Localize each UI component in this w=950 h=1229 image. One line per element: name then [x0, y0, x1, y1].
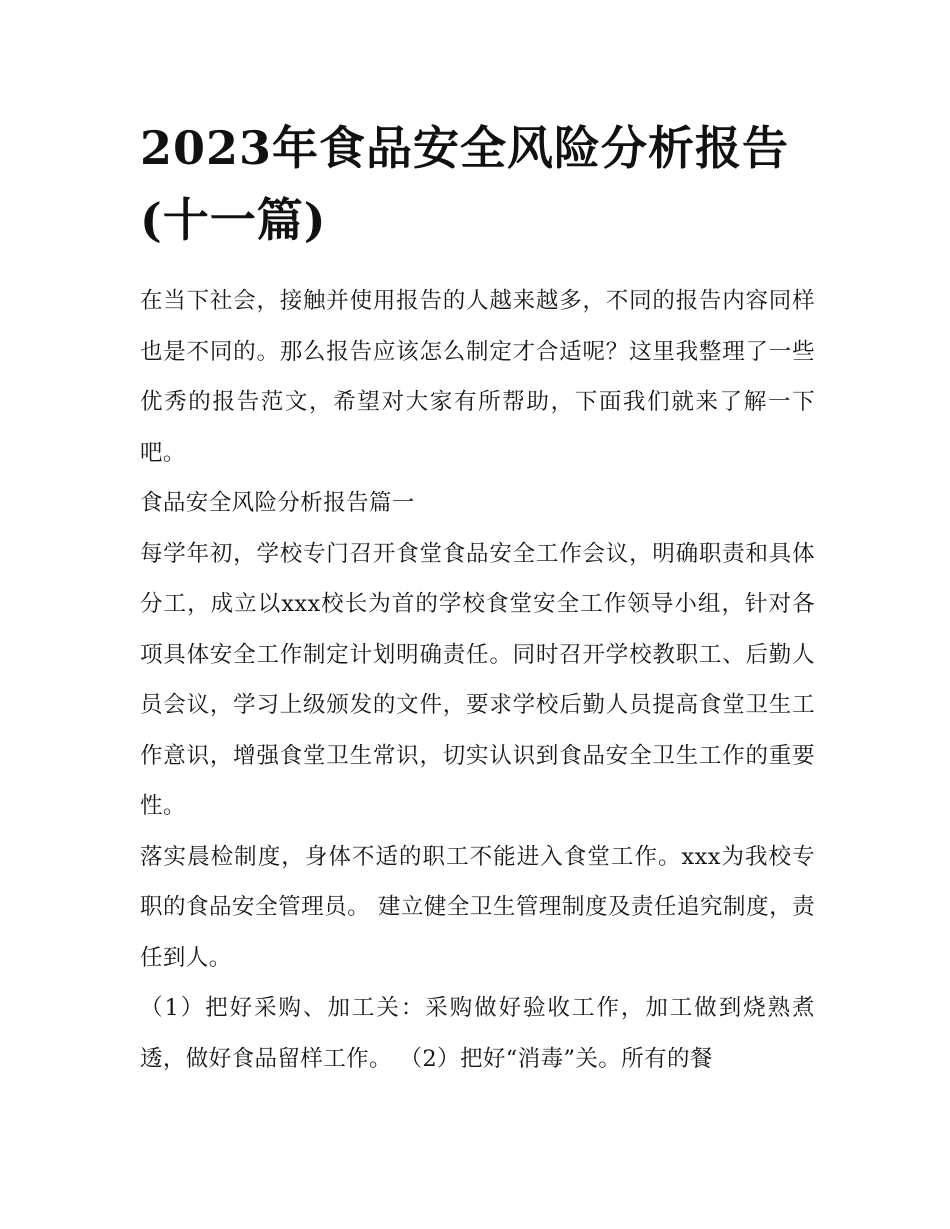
body-paragraph: （1）把好采购、加工关：采购做好验收工作，加工做到烧熟煮透，做好食品留样工作。 （2）把好“消毒”关。所有的餐 [140, 995, 815, 1072]
section-heading: 食品安全风险分析报告篇一 [140, 490, 415, 516]
body-paragraph: 每学年初，学校专门召开食堂食品安全工作会议，明确职责和具体分工，成立以xxx校长为首的学校食堂安全工作领导小组，针对各项具体安全工作制定计划明确责任。同时召开学校教职工、后勤人员会议，学习上级颁发的文件，要求学校后勤人员提高食堂卫生工作意识，增强食堂卫生常识，切实认识到食品安全卫生工作的重要性。 [140, 540, 815, 819]
intro-paragraph: 在当下社会，接触并使用报告的人越来越多，不同的报告内容同样也是不同的。那么报告应该怎么制定才合适呢？这里我整理了一些优秀的报告范文，希望对大家有所帮助，下面我们就来了解一下吧。 [140, 288, 815, 466]
document-title: 2023年食品安全风险分析报告(十一篇) [140, 121, 790, 247]
document-body [140, 276, 815, 1084]
body-paragraph: 落实晨检制度，身体不适的职工不能进入食堂工作。xxx为我校专职的食品安全管理员。 建立健全卫生管理制度及责任追究制度，责任到人。 [140, 843, 815, 971]
